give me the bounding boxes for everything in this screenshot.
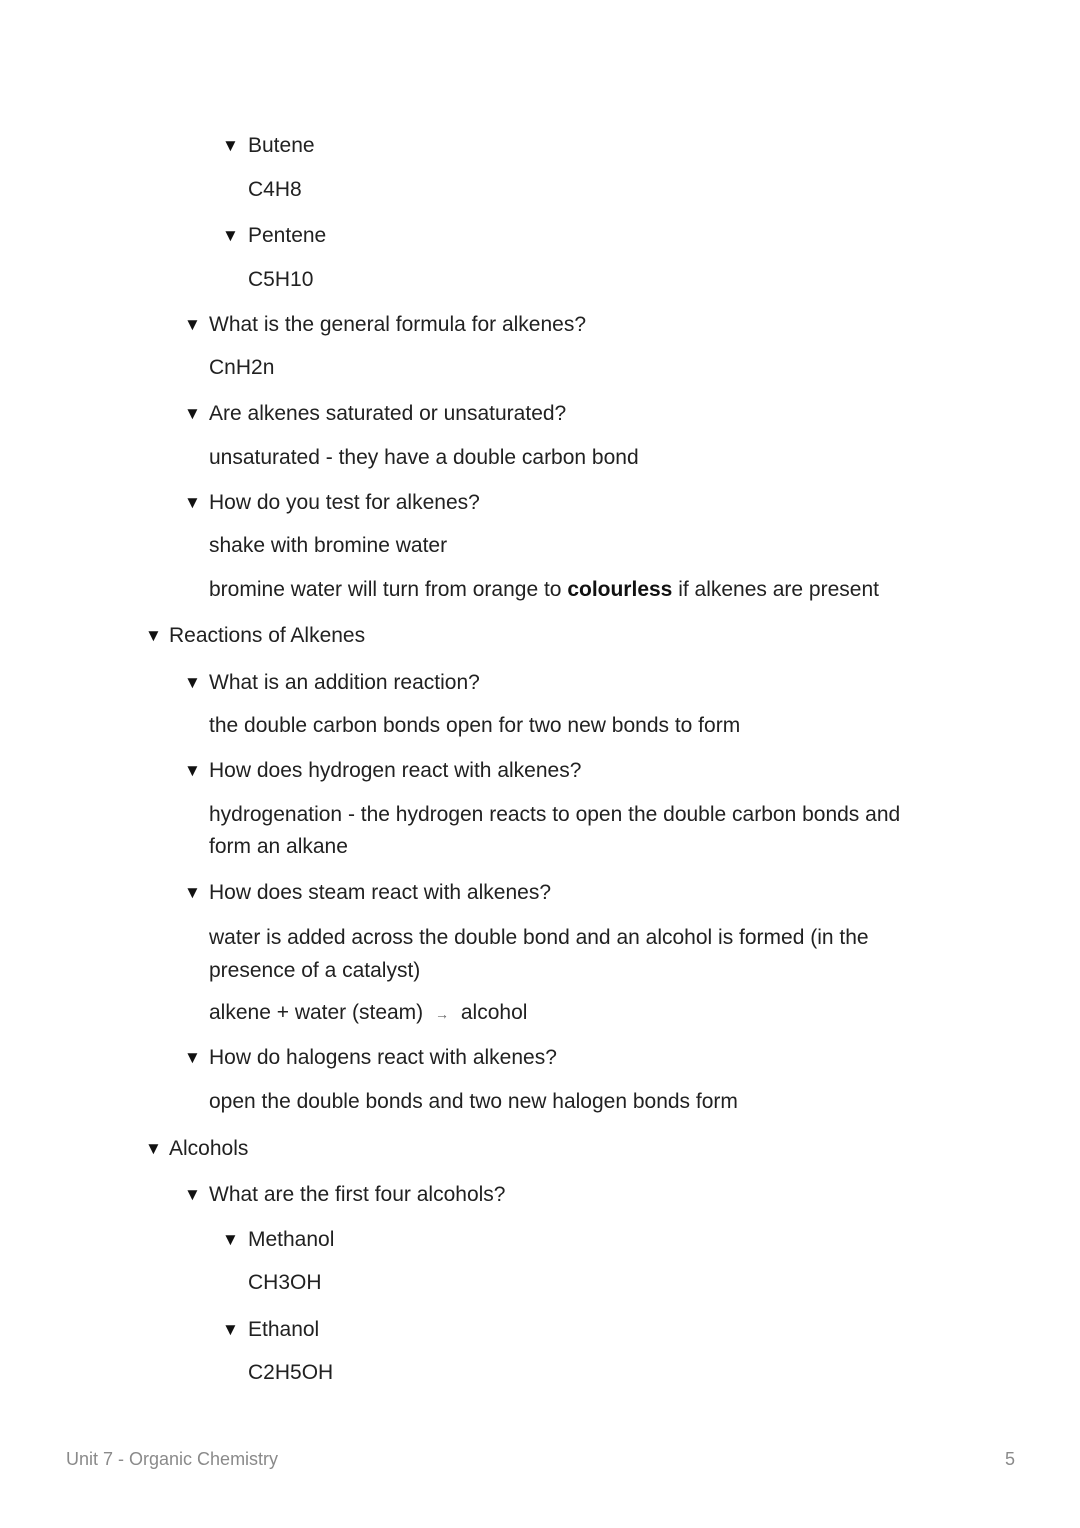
- toggle-triangle-icon[interactable]: ▼: [145, 626, 162, 645]
- toggle-pentene[interactable]: Pentene: [248, 224, 327, 247]
- toggle-triangle-icon[interactable]: ▼: [184, 1185, 201, 1204]
- hydrogen-answer: hydrogenation - the hydrogen reacts to open the double carbon bonds and form an alkane: [209, 803, 901, 858]
- toggle-ethanol[interactable]: Ethanol: [248, 1318, 320, 1341]
- test-answer-2-bold: colourless: [567, 578, 673, 601]
- toggle-triangle-icon[interactable]: ▼: [184, 404, 201, 423]
- methanol-formula: CH3OH: [248, 1271, 322, 1294]
- toggle-triangle-icon[interactable]: ▼: [145, 1139, 162, 1158]
- toggle-steam[interactable]: How does steam react with alkenes?: [209, 881, 551, 904]
- toggle-triangle-icon[interactable]: ▼: [222, 226, 239, 245]
- toggle-methanol[interactable]: Methanol: [248, 1228, 335, 1251]
- equation-left: alkene + water (steam): [209, 1001, 424, 1024]
- steam-equation: [209, 997, 527, 1030]
- toggle-reactions-of-alkenes[interactable]: Reactions of Alkenes: [169, 624, 366, 647]
- pentene-formula: C5H10: [248, 268, 314, 291]
- toggle-triangle-icon[interactable]: ▼: [222, 136, 239, 155]
- toggle-triangle-icon[interactable]: ▼: [184, 883, 201, 902]
- toggle-saturation[interactable]: Are alkenes saturated or unsaturated?: [209, 402, 567, 425]
- toggle-halogens[interactable]: How do halogens react with alkenes?: [209, 1046, 557, 1069]
- toggle-butene[interactable]: Butene: [248, 134, 315, 157]
- toggle-triangle-icon[interactable]: ▼: [222, 1230, 239, 1249]
- steam-answer: water is added across the double bond and an alcohol is formed (in the presence of a catalyst): [209, 926, 869, 982]
- addition-answer: the double carbon bonds open for two new bonds to form: [209, 714, 741, 737]
- toggle-triangle-icon[interactable]: ▼: [222, 1320, 239, 1339]
- test-answer-2-before: bromine water will turn from orange to: [209, 578, 568, 601]
- footer-title: Unit 7 - Organic Chemistry: [66, 1449, 279, 1469]
- toggle-first-four-alcohols[interactable]: What are the first four alcohols?: [209, 1183, 506, 1206]
- toggle-hydrogen[interactable]: How does hydrogen react with alkenes?: [209, 759, 582, 782]
- butene-formula: C4H8: [248, 178, 302, 201]
- toggle-triangle-icon[interactable]: ▼: [184, 761, 201, 780]
- right-arrow-icon: →: [435, 1006, 450, 1022]
- saturation-answer: unsaturated - they have a double carbon bond: [209, 446, 639, 469]
- test-answer-2-after: if alkenes are present: [672, 578, 879, 601]
- equation-right: alcohol: [460, 1001, 528, 1024]
- test-answer-2: [209, 574, 879, 606]
- ethanol-formula: C2H5OH: [248, 1361, 334, 1384]
- general-formula-answer: CnH2n: [209, 356, 275, 379]
- test-answer-1: shake with bromine water: [209, 534, 448, 557]
- toggle-triangle-icon[interactable]: ▼: [184, 1048, 201, 1067]
- toggle-general-formula[interactable]: What is the general formula for alkenes?: [209, 313, 587, 336]
- toggle-alcohols[interactable]: Alcohols: [169, 1137, 249, 1160]
- halogens-answer: open the double bonds and two new halogen bonds form: [209, 1090, 738, 1113]
- toggle-triangle-icon[interactable]: ▼: [184, 493, 201, 512]
- toggle-triangle-icon[interactable]: ▼: [184, 315, 201, 334]
- toggle-addition-reaction[interactable]: What is an addition reaction?: [209, 671, 480, 694]
- toggle-test-alkenes[interactable]: How do you test for alkenes?: [209, 491, 480, 514]
- toggle-triangle-icon[interactable]: ▼: [184, 673, 201, 692]
- page-number: 5: [1004, 1449, 1015, 1469]
